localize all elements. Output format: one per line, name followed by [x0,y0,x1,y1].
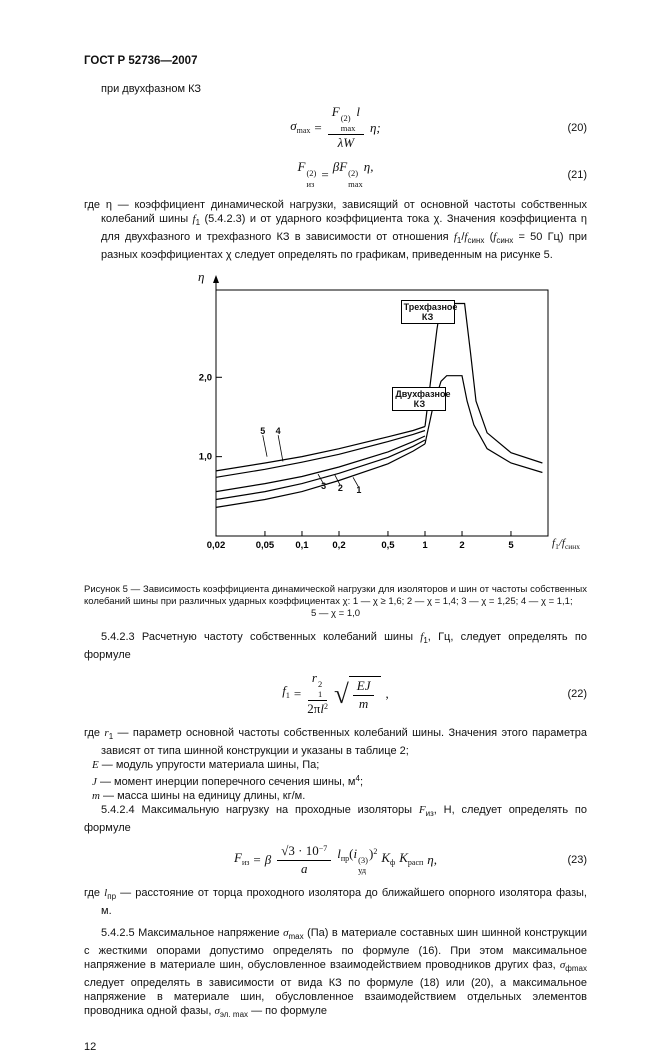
sigma-subscript: max [296,125,311,135]
force-superscript: (2) [306,168,317,179]
formula-21 [84,160,587,188]
figure-5-caption [84,584,587,620]
section-5-4-2-5: 5.4.2.5 Максимальное напряжение $\sigma_{max}$ (Па) в материале составных шин шинной конструкции с жесткими опорами допустимо определять по формуле (16). При этом максимальное напряжение в материале шин, обусловленное взаимодействием проводников других фаз, $\sigma_{фmax}$ следует определять в зависимости от вида КЗ по формуле (18) или (20), а максимальное напряжение в материале шин, обусловленное взаимодействием отдельных элементов проводника одной фазы, $\sigma_{эл. max}$ — по формуле [84,926,587,1019]
force-subscript: max [340,123,356,134]
comma: , [385,685,389,701]
frequency-symbol: f [282,683,286,699]
definition-J: J — момент инерции поперечного сечения шины, $м^4$; [92,774,363,788]
caption-text: Рисунок 5 — Зависимость коэффициента динамической нагрузки для изоляторов и шин от частоты собственных колебаний шины при различных ударных коэффициентах χ: 1 — χ ≥ 1,6; 2 — χ = 1,4; 3 — χ = 1,25; 4 — χ = 1,1; [84,583,587,607]
svg-text:1,0: 1,0 [198,451,212,463]
curve-number-label: 4 [275,425,281,436]
definition-m: m — масса шины на единицу длины, кг/м. [92,790,306,802]
chart-label-box: Двухфазное КЗ [392,387,446,411]
r-parameter-symbol: r [311,669,317,685]
section-5-4-2-4: 5.4.2.4 Максимальную нагрузку на проходные изоляторы $F_{из}$, Н, следует определять по формуле [84,804,587,834]
force-symbol: F [297,159,306,175]
figure-5-chart [180,268,620,574]
power-of-ten: −7 [318,844,328,853]
document-header: ГОСТ Р 52736—2007 [84,55,198,67]
svg-text:0,05: 0,05 [255,539,275,551]
formula-22-expression [282,671,388,717]
equals-sign: = [314,120,322,136]
squared: 2 [373,847,378,857]
fraction [328,105,364,151]
svg-text:0,5: 0,5 [381,539,395,551]
distribution-factor-subscript: расп [407,857,424,867]
fraction [277,844,331,877]
eta-symbol: η, [427,852,437,868]
formula-20-number: (20) [567,122,587,135]
curve-number-label: 3 [321,481,327,492]
current-symbol: i [353,846,358,862]
y-axis-label: η [198,268,205,284]
formula-23 [84,844,587,877]
svg-text:2,0: 2,0 [198,371,212,383]
definition-E: E — модуль упругости материала шины, Па; [92,759,320,771]
caption-text-last-line: 5 — χ = 1,0 [310,607,361,619]
shape-factor-symbol: K [381,849,391,865]
chart-label-box: Трехфазное КЗ [401,300,455,324]
chart-annotations [180,274,570,574]
equals-sign: = [253,852,261,868]
length-symbol: l [337,846,341,862]
force-superscript: (2) [340,113,351,123]
svg-text:0,02: 0,02 [206,539,226,551]
phase-distance-symbol: a [300,860,308,876]
force-superscript: (2) [348,168,359,179]
frequency-subscript: 1 [285,691,290,701]
x-axis-label: $f_1/f_{синх}$ [552,536,581,551]
equals-sign: = [321,166,329,182]
distribution-factor-symbol: K [399,849,408,865]
shape-factor-subscript: ф [390,857,396,867]
svg-text:5: 5 [508,539,514,551]
force-subscript: max [348,178,363,189]
formula-22 [84,671,587,717]
formula-20 [84,105,587,151]
root-three-coefficient: √3 · 10 [281,843,319,858]
formula-21-number: (21) [567,168,587,181]
mass-symbol: m [358,695,369,711]
open-paren: ( [349,846,354,862]
current-superscript: (3) [358,855,369,866]
r-superscript: 2 [317,678,323,689]
curve-number-label: 2 [337,483,343,494]
length-subscript: пр [340,854,350,864]
svg-text:0,1: 0,1 [295,539,309,551]
curve-number-label: 5 [260,425,266,436]
svg-text:0,2: 0,2 [332,539,346,551]
force-subscript: из [241,857,250,867]
definition-lpr: где $l_{пр}$ — расстояние от торца проходного изолятора до ближайшего опорного изолятора фазы, м. [84,886,587,917]
eta-symbol: η, [363,159,374,175]
length-symbol: l [356,104,360,119]
force-symbol: F [331,104,340,119]
equals-sign: = [293,685,302,701]
close-paren: ) [369,846,374,862]
formula-23-number: (23) [567,854,587,867]
formula-21-expression [298,160,374,188]
definition-r1: где $r_1$ — параметр основной частоты собственных колебаний шины. Значения этого параметра зависят от типа шинной конструкции и указаны в таблице 2; [84,727,587,757]
intro-text: при двухфазном КЗ [101,83,201,95]
radical-sign: √ [333,678,349,709]
two-pi: 2π [307,701,321,717]
formula-23-expression [234,844,437,877]
r-subscript: 1 [317,688,323,699]
EJ-symbols: EJ [353,679,375,696]
formula-22-number: (22) [567,687,587,700]
formula-20-expression [290,105,381,151]
eta-symbol: η; [369,120,381,136]
length-symbol: l [320,701,324,717]
current-subscript: уд [358,865,367,876]
where-eta-paragraph: где η — коэффициент динамической нагрузки, зависящий от основной частоты собственных колебаний шины $f_1$ (5.4.2.3) и от ударного коэффициента тока χ. Значения коэффициента η для двухфазного и трехфазного КЗ в зависимости от отношения $f_1/f_{синх}$ ($f_{синх} = 50$ Гц) при разных коэффициентах χ следует определять по графикам, приведенным на рисунке 5. [84,198,587,261]
length-superscript: 2 [323,702,328,712]
square-root [334,676,382,712]
beta-symbol: β [264,852,272,868]
svg-text:2: 2 [459,539,465,551]
section-5-4-2-3: 5.4.2.3 Расчетную частоту собственных колебаний шины $f_1$, Гц, следует определять по формуле [84,630,587,661]
denominator: λW [337,135,355,151]
fraction [307,671,328,717]
svg-text:1: 1 [422,539,428,551]
force-symbol: F [339,159,348,175]
beta-symbol: β [332,159,340,175]
force-symbol: F [234,849,242,865]
page-number: 12 [84,1040,97,1053]
sigma-symbol: σ [290,117,297,133]
curve-number-label: 1 [356,485,362,496]
force-subscript: из [306,178,315,189]
